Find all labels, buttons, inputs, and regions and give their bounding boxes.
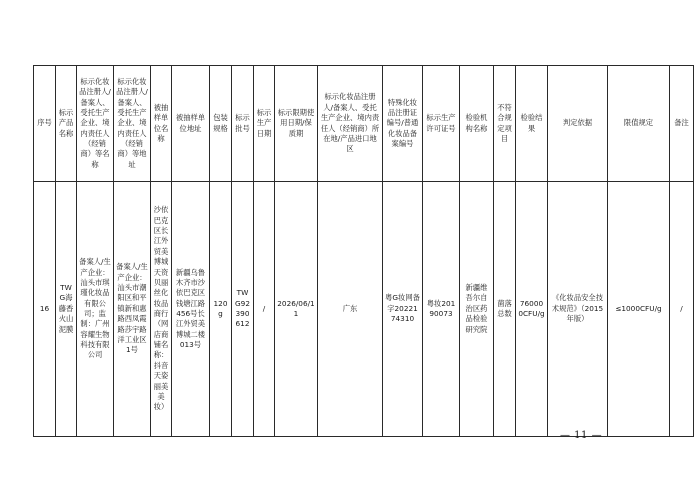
test-result-cell: 760000CFU/g [516, 182, 548, 437]
header-cell: 标示化妆品注册人/备案人、受托生产企业、境内责任人（经销商）等地址 [114, 66, 151, 182]
header-cell: 标示生产许可证号 [423, 66, 460, 182]
remark-cell: / [670, 182, 694, 437]
header-cell: 限值规定 [608, 66, 670, 182]
package-spec-cell: 120g [210, 182, 232, 437]
sampled-unit-name-cell: 沙依巴克区长江外贸美博城天资贝丽丝化妆品商行（网店商铺名称：抖音天姿丽美美妆） [151, 182, 172, 437]
table-header-row [34, 66, 694, 182]
batch-number-cell: TWG92390612 [232, 182, 254, 437]
header-cell: 标示化妆品注册人/备案人、受托生产企业、境内责任人（经销商）等名称 [77, 66, 114, 182]
header-cell: 不符合规定项目 [494, 66, 516, 182]
header-cell: 检验结果 [516, 66, 548, 182]
company-name-cell: 备案人/生产企业：汕头市琪瑾化妆品有限公司；监制：广州容耀生物科技有限公司 [77, 182, 114, 437]
filing-number-cell: 粤G妆网备字2022174310 [383, 182, 423, 437]
company-address-cell: 备案人/生产企业：汕头市潮阳区和平镇新和惠路西凤霞路莎宇路洋工业区1号 [114, 182, 151, 437]
page-number: — 11 — [560, 430, 603, 441]
sampling-result-table [33, 65, 694, 437]
serial-number-cell: 16 [34, 182, 56, 437]
failed-item-cell: 菌落总数 [494, 182, 516, 437]
testing-agency-cell: 新疆维吾尔自治区药品检验研究院 [460, 182, 494, 437]
region-cell: 广东 [318, 182, 383, 437]
header-cell: 标示化妆品注册人/备案人、受托生产企业、境内责任人（经销商）所在地/产品进口地区 [318, 66, 383, 182]
header-cell: 被抽样单位地址 [172, 66, 210, 182]
header-cell: 检验机构名称 [460, 66, 494, 182]
judgement-basis-cell: 《化妆品安全技术规范》（2015年版） [548, 182, 608, 437]
header-cell: 标示批号 [232, 66, 254, 182]
header-cell: 判定依据 [548, 66, 608, 182]
header-cell: 标示生产日期 [254, 66, 275, 182]
expiry-date-cell: 2026/06/11 [275, 182, 318, 437]
table-row [34, 182, 694, 437]
header-cell: 被抽样单位名称 [151, 66, 172, 182]
license-number-cell: 粤妆20190073 [423, 182, 460, 437]
header-cell: 特殊化妆品注册证编号/普通化妆品备案编号 [383, 66, 423, 182]
header-cell: 标示产品名称 [56, 66, 77, 182]
sampled-unit-address-cell: 新疆乌鲁木齐市沙依巴克区钱塘江路456号长江外贸美博城二楼013号 [172, 182, 210, 437]
limit-value-cell: ≤1000CFU/g [608, 182, 670, 437]
production-date-cell: / [254, 182, 275, 437]
header-cell: 备注 [670, 66, 694, 182]
header-cell: 标示限期使用日期/保质期 [275, 66, 318, 182]
product-name-cell: TWG海藤香火山泥膜 [56, 182, 77, 437]
header-cell: 序号 [34, 66, 56, 182]
header-cell: 包装规格 [210, 66, 232, 182]
